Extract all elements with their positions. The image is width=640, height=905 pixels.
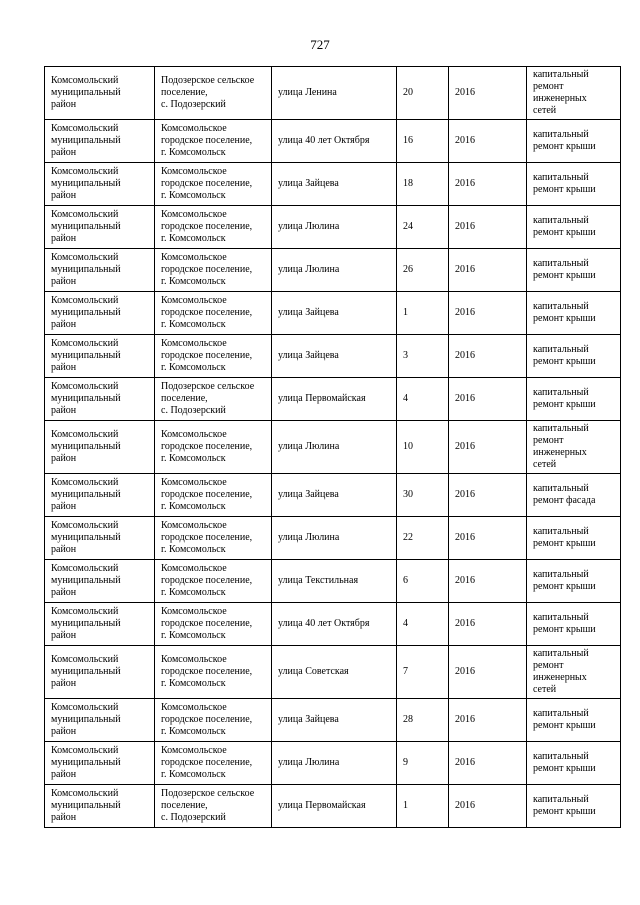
work-type-cell-text: капитальный ремонт крыши xyxy=(533,172,596,195)
year-cell-text: 2016 xyxy=(455,264,475,275)
district-cell-text: Комсомольский муниципальный район xyxy=(51,381,121,416)
district-cell xyxy=(45,292,155,335)
house-number-cell xyxy=(397,378,449,421)
work-type-cell-text: капитальный ремонт крыши xyxy=(533,258,596,281)
year-cell-text: 2016 xyxy=(455,489,475,500)
work-type-cell xyxy=(527,163,621,206)
table-row xyxy=(45,67,621,120)
settlement-cell xyxy=(155,421,272,474)
settlement-cell xyxy=(155,646,272,699)
district-cell xyxy=(45,335,155,378)
house-number-cell xyxy=(397,120,449,163)
district-cell xyxy=(45,421,155,474)
table-row xyxy=(45,785,621,828)
year-cell-text: 2016 xyxy=(455,178,475,189)
work-type-cell-text: капитальный ремонт крыши xyxy=(533,612,596,635)
house-number-cell xyxy=(397,206,449,249)
house-number-cell xyxy=(397,742,449,785)
year-cell xyxy=(449,517,527,560)
work-type-cell-text: капитальный ремонт крыши xyxy=(533,215,596,238)
settlement-cell-text: Комсомольское городское поселение, г. Комсомольск xyxy=(161,429,253,464)
street-cell xyxy=(272,206,397,249)
work-type-cell-text: капитальный ремонт крыши xyxy=(533,301,596,324)
table-row xyxy=(45,120,621,163)
table-row xyxy=(45,421,621,474)
street-cell-text: улица Зайцева xyxy=(278,714,339,725)
street-cell xyxy=(272,603,397,646)
district-cell xyxy=(45,699,155,742)
street-cell xyxy=(272,378,397,421)
street-cell-text: улица Первомайская xyxy=(278,393,366,404)
year-cell xyxy=(449,67,527,120)
house-number-cell-text: 6 xyxy=(403,575,408,586)
work-type-cell xyxy=(527,742,621,785)
year-cell xyxy=(449,646,527,699)
district-cell xyxy=(45,646,155,699)
work-type-cell-text: капитальный ремонт крыши xyxy=(533,794,596,817)
year-cell-text: 2016 xyxy=(455,441,475,452)
house-number-cell xyxy=(397,646,449,699)
house-number-cell xyxy=(397,603,449,646)
district-cell-text: Комсомольский муниципальный район xyxy=(51,75,121,110)
district-cell-text: Комсомольский муниципальный район xyxy=(51,563,121,598)
year-cell xyxy=(449,292,527,335)
house-number-cell xyxy=(397,785,449,828)
year-cell-text: 2016 xyxy=(455,135,475,146)
year-cell xyxy=(449,742,527,785)
year-cell xyxy=(449,474,527,517)
street-cell-text: улица Люлина xyxy=(278,441,340,452)
year-cell xyxy=(449,421,527,474)
settlement-cell-text: Комсомольское городское поселение, г. Комсомольск xyxy=(161,702,253,737)
year-cell-text: 2016 xyxy=(455,666,475,677)
house-number-cell xyxy=(397,335,449,378)
house-number-cell-text: 16 xyxy=(403,135,413,146)
street-cell xyxy=(272,163,397,206)
house-number-cell xyxy=(397,421,449,474)
table-row xyxy=(45,646,621,699)
street-cell-text: улица Текстильная xyxy=(278,575,359,586)
page-number: 727 xyxy=(310,37,330,52)
work-type-cell xyxy=(527,292,621,335)
district-cell-text: Комсомольский муниципальный район xyxy=(51,123,121,158)
work-type-cell xyxy=(527,560,621,603)
settlement-cell xyxy=(155,699,272,742)
district-cell-text: Комсомольский муниципальный район xyxy=(51,338,121,373)
work-type-cell-text: капитальный ремонт фасада xyxy=(533,483,596,506)
work-type-cell xyxy=(527,120,621,163)
district-cell xyxy=(45,785,155,828)
table-row xyxy=(45,378,621,421)
street-cell xyxy=(272,699,397,742)
year-cell xyxy=(449,120,527,163)
work-type-cell xyxy=(527,67,621,120)
work-type-cell-text: капитальный ремонт крыши xyxy=(533,751,596,774)
settlement-cell-text: Комсомольское городское поселение, г. Комсомольск xyxy=(161,209,253,244)
street-cell xyxy=(272,742,397,785)
year-cell-text: 2016 xyxy=(455,532,475,543)
house-number-cell-text: 1 xyxy=(403,307,408,318)
district-cell xyxy=(45,603,155,646)
settlement-cell xyxy=(155,378,272,421)
house-number-cell-text: 3 xyxy=(403,350,408,361)
street-cell-text: улица 40 лет Октября xyxy=(278,618,370,629)
house-number-cell-text: 20 xyxy=(403,87,413,98)
district-cell xyxy=(45,378,155,421)
district-cell-text: Комсомольский муниципальный район xyxy=(51,702,121,737)
settlement-cell xyxy=(155,249,272,292)
house-number-cell-text: 22 xyxy=(403,532,413,543)
table-row xyxy=(45,603,621,646)
settlement-cell-text: Комсомольское городское поселение, г. Комсомольск xyxy=(161,338,253,373)
street-cell-text: улица Советская xyxy=(278,666,349,677)
house-number-cell xyxy=(397,699,449,742)
street-cell xyxy=(272,421,397,474)
street-cell xyxy=(272,292,397,335)
work-type-cell xyxy=(527,785,621,828)
street-cell-text: улица Люлина xyxy=(278,757,340,768)
house-number-cell-text: 9 xyxy=(403,757,408,768)
district-cell-text: Комсомольский муниципальный район xyxy=(51,252,121,287)
work-type-cell-text: капитальный ремонт крыши xyxy=(533,526,596,549)
settlement-cell-text: Комсомольское городское поселение, г. Комсомольск xyxy=(161,563,253,598)
district-cell-text: Комсомольский муниципальный район xyxy=(51,166,121,201)
table-body xyxy=(45,67,621,828)
work-type-cell xyxy=(527,603,621,646)
settlement-cell xyxy=(155,120,272,163)
table-row xyxy=(45,249,621,292)
street-cell-text: улица Люлина xyxy=(278,264,340,275)
table-row xyxy=(45,560,621,603)
street-cell xyxy=(272,785,397,828)
house-number-cell-text: 1 xyxy=(403,800,408,811)
table-row xyxy=(45,474,621,517)
district-cell xyxy=(45,120,155,163)
street-cell-text: улица Зайцева xyxy=(278,307,339,318)
house-number-cell xyxy=(397,517,449,560)
district-cell xyxy=(45,474,155,517)
table-row xyxy=(45,742,621,785)
table-row xyxy=(45,163,621,206)
street-cell xyxy=(272,646,397,699)
settlement-cell xyxy=(155,603,272,646)
settlement-cell xyxy=(155,474,272,517)
work-type-cell xyxy=(527,699,621,742)
year-cell xyxy=(449,206,527,249)
district-cell xyxy=(45,163,155,206)
district-cell-text: Комсомольский муниципальный район xyxy=(51,520,121,555)
settlement-cell-text: Комсомольское городское поселение, г. Комсомольск xyxy=(161,123,253,158)
buildings-repair-table xyxy=(44,66,621,828)
work-type-cell-text: капитальный ремонт инженерных сетей xyxy=(533,648,589,695)
district-cell-text: Комсомольский муниципальный район xyxy=(51,477,121,512)
settlement-cell-text: Комсомольское городское поселение, г. Комсомольск xyxy=(161,477,253,512)
street-cell xyxy=(272,67,397,120)
year-cell xyxy=(449,699,527,742)
settlement-cell-text: Подозерское сельское поселение, с. Подозерский xyxy=(161,75,255,110)
work-type-cell xyxy=(527,378,621,421)
street-cell xyxy=(272,335,397,378)
street-cell-text: улица Зайцева xyxy=(278,178,339,189)
settlement-cell-text: Комсомольское городское поселение, г. Комсомольск xyxy=(161,520,253,555)
work-type-cell xyxy=(527,335,621,378)
work-type-cell xyxy=(527,646,621,699)
settlement-cell xyxy=(155,163,272,206)
street-cell-text: улица Ленина xyxy=(278,87,337,98)
settlement-cell-text: Комсомольское городское поселение, г. Комсомольск xyxy=(161,166,253,201)
work-type-cell xyxy=(527,517,621,560)
work-type-cell xyxy=(527,421,621,474)
year-cell-text: 2016 xyxy=(455,307,475,318)
year-cell xyxy=(449,378,527,421)
settlement-cell xyxy=(155,67,272,120)
year-cell xyxy=(449,163,527,206)
district-cell-text: Комсомольский муниципальный район xyxy=(51,788,121,823)
district-cell xyxy=(45,249,155,292)
year-cell-text: 2016 xyxy=(455,87,475,98)
settlement-cell-text: Комсомольское городское поселение, г. Комсомольск xyxy=(161,606,253,641)
settlement-cell xyxy=(155,517,272,560)
settlement-cell-text: Подозерское сельское поселение, с. Подозерский xyxy=(161,381,255,416)
work-type-cell xyxy=(527,249,621,292)
district-cell xyxy=(45,517,155,560)
settlement-cell xyxy=(155,292,272,335)
district-cell-text: Комсомольский муниципальный район xyxy=(51,429,121,464)
work-type-cell-text: капитальный ремонт крыши xyxy=(533,387,596,410)
street-cell-text: улица Первомайская xyxy=(278,800,366,811)
settlement-cell xyxy=(155,785,272,828)
street-cell xyxy=(272,517,397,560)
house-number-cell xyxy=(397,474,449,517)
house-number-cell xyxy=(397,249,449,292)
table-row xyxy=(45,292,621,335)
district-cell-text: Комсомольский муниципальный район xyxy=(51,606,121,641)
district-cell xyxy=(45,742,155,785)
settlement-cell xyxy=(155,335,272,378)
settlement-cell-text: Комсомольское городское поселение, г. Комсомольск xyxy=(161,295,253,330)
settlement-cell-text: Подозерское сельское поселение, с. Подозерский xyxy=(161,788,255,823)
house-number-cell-text: 18 xyxy=(403,178,413,189)
street-cell xyxy=(272,560,397,603)
settlement-cell xyxy=(155,742,272,785)
year-cell-text: 2016 xyxy=(455,221,475,232)
year-cell xyxy=(449,335,527,378)
table-row xyxy=(45,517,621,560)
table-row xyxy=(45,699,621,742)
year-cell xyxy=(449,560,527,603)
work-type-cell xyxy=(527,206,621,249)
district-cell-text: Комсомольский муниципальный район xyxy=(51,654,121,689)
house-number-cell xyxy=(397,163,449,206)
year-cell xyxy=(449,603,527,646)
settlement-cell xyxy=(155,560,272,603)
year-cell-text: 2016 xyxy=(455,714,475,725)
work-type-cell-text: капитальный ремонт крыши xyxy=(533,344,596,367)
settlement-cell-text: Комсомольское городское поселение, г. Комсомольск xyxy=(161,252,253,287)
year-cell-text: 2016 xyxy=(455,618,475,629)
street-cell xyxy=(272,120,397,163)
street-cell-text: улица Зайцева xyxy=(278,350,339,361)
settlement-cell-text: Комсомольское городское поселение, г. Комсомольск xyxy=(161,654,253,689)
street-cell-text: улица Зайцева xyxy=(278,489,339,500)
settlement-cell-text: Комсомольское городское поселение, г. Комсомольск xyxy=(161,745,253,780)
district-cell xyxy=(45,560,155,603)
house-number-cell-text: 24 xyxy=(403,221,413,232)
work-type-cell-text: капитальный ремонт крыши xyxy=(533,708,596,731)
street-cell-text: улица Люлина xyxy=(278,532,340,543)
work-type-cell-text: капитальный ремонт инженерных сетей xyxy=(533,69,589,116)
street-cell xyxy=(272,474,397,517)
work-type-cell-text: капитальный ремонт крыши xyxy=(533,569,596,592)
house-number-cell-text: 4 xyxy=(403,618,408,629)
year-cell-text: 2016 xyxy=(455,350,475,361)
work-type-cell-text: капитальный ремонт инженерных сетей xyxy=(533,423,589,470)
year-cell xyxy=(449,249,527,292)
work-type-cell xyxy=(527,474,621,517)
district-cell xyxy=(45,67,155,120)
house-number-cell-text: 28 xyxy=(403,714,413,725)
settlement-cell xyxy=(155,206,272,249)
street-cell-text: улица 40 лет Октября xyxy=(278,135,370,146)
year-cell-text: 2016 xyxy=(455,393,475,404)
year-cell-text: 2016 xyxy=(455,575,475,586)
table-row xyxy=(45,206,621,249)
year-cell xyxy=(449,785,527,828)
house-number-cell xyxy=(397,560,449,603)
house-number-cell xyxy=(397,292,449,335)
district-cell xyxy=(45,206,155,249)
table-row xyxy=(45,335,621,378)
street-cell-text: улица Люлина xyxy=(278,221,340,232)
work-type-cell-text: капитальный ремонт крыши xyxy=(533,129,596,152)
year-cell-text: 2016 xyxy=(455,757,475,768)
district-cell-text: Комсомольский муниципальный район xyxy=(51,745,121,780)
street-cell xyxy=(272,249,397,292)
district-cell-text: Комсомольский муниципальный район xyxy=(51,295,121,330)
house-number-cell-text: 10 xyxy=(403,441,413,452)
district-cell-text: Комсомольский муниципальный район xyxy=(51,209,121,244)
house-number-cell-text: 30 xyxy=(403,489,413,500)
house-number-cell-text: 7 xyxy=(403,666,408,677)
year-cell-text: 2016 xyxy=(455,800,475,811)
house-number-cell xyxy=(397,67,449,120)
house-number-cell-text: 4 xyxy=(403,393,408,404)
house-number-cell-text: 26 xyxy=(403,264,413,275)
